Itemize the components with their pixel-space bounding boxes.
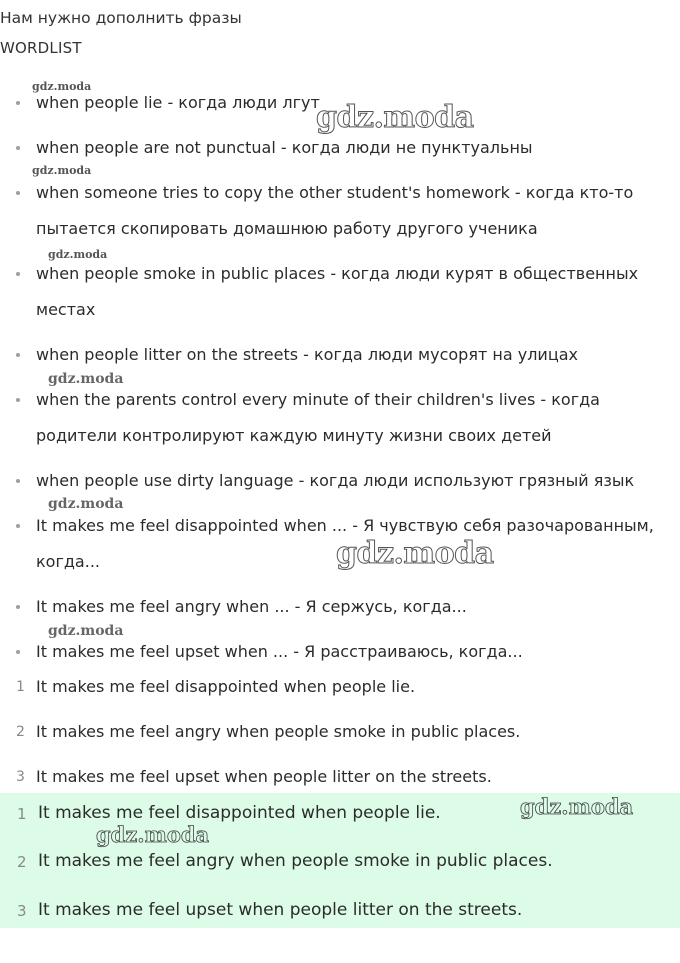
list-item-text: когда... bbox=[36, 552, 100, 571]
item-number: 3 bbox=[16, 769, 25, 785]
watermark: gdz.moda bbox=[336, 536, 494, 571]
numbered-item-text: It makes me feel disappointed when people lie. bbox=[36, 677, 416, 696]
list-item bbox=[36, 463, 666, 499]
answer-number: 3 bbox=[17, 902, 27, 920]
bullet-icon bbox=[16, 479, 20, 483]
list-item-text: It makes me feel angry when ... - Я сержусь, когда... bbox=[36, 597, 467, 616]
list-item-text: It makes me feel disappointed when ... - Я чувствую себя разочарованным, bbox=[36, 516, 654, 535]
bullet-icon bbox=[16, 524, 20, 528]
answer-number: 1 bbox=[17, 805, 27, 823]
watermark: gdz.moda bbox=[520, 794, 634, 819]
wordlist-label: WORDLIST bbox=[0, 39, 82, 57]
list-item bbox=[36, 382, 666, 454]
item-number: 1 bbox=[16, 679, 25, 695]
bullet-icon bbox=[16, 398, 20, 402]
answer-text: It makes me feel upset when people litter on the streets. bbox=[38, 900, 523, 920]
answer-text: It makes me feel disappointed when people lie. bbox=[38, 803, 441, 823]
list-item-text: местах bbox=[36, 300, 96, 319]
watermark: gdz.moda bbox=[316, 100, 474, 135]
numbered-item bbox=[16, 759, 666, 795]
bullet-icon bbox=[16, 605, 20, 609]
bullet-icon bbox=[16, 191, 20, 195]
watermark: gdz.moda bbox=[48, 623, 124, 639]
list-item-text: when people lie - когда люди лгут bbox=[36, 93, 320, 112]
bullet-icon bbox=[16, 353, 20, 357]
list-item-text: родители контролируют каждую минуту жизни своих детей bbox=[36, 426, 552, 445]
bullet-icon bbox=[16, 650, 20, 654]
list-item-text: пытается скопировать домашнюю работу другого ученика bbox=[36, 219, 538, 238]
watermark: gdz.moda bbox=[96, 822, 210, 847]
answer-item bbox=[17, 849, 553, 873]
list-item-text: when people smoke in public places - когда люди курят в общественных bbox=[36, 264, 639, 283]
numbered-item-text: It makes me feel upset when people litter on the streets. bbox=[36, 767, 492, 786]
numbered-item-text: It makes me feel angry when people smoke in public places. bbox=[36, 722, 521, 741]
numbered-item bbox=[16, 714, 666, 750]
answer-number: 2 bbox=[17, 853, 27, 871]
list-item-text: when the parents control every minute of their children's lives - когда bbox=[36, 390, 600, 409]
list-item bbox=[36, 634, 666, 670]
bullet-icon bbox=[16, 272, 20, 276]
watermark: gdz.moda bbox=[48, 371, 124, 387]
answer-item bbox=[17, 898, 523, 922]
numbered-item bbox=[16, 669, 666, 705]
list-item bbox=[36, 589, 666, 625]
list-item bbox=[36, 175, 666, 247]
watermark: gdz.moda bbox=[48, 248, 108, 261]
watermark: gdz.moda bbox=[48, 496, 124, 512]
list-item-text: when people litter on the streets - когда люди мусорят на улицах bbox=[36, 345, 578, 364]
list-item bbox=[36, 256, 666, 328]
list-item bbox=[36, 337, 666, 373]
page-title: Нам нужно дополнить фразы bbox=[0, 9, 242, 27]
bullet-icon bbox=[16, 146, 20, 150]
list-item-text: when someone tries to copy the other student's homework - когда кто-то bbox=[36, 183, 634, 202]
list-item-text: when people use dirty language - когда люди используют грязный язык bbox=[36, 471, 635, 490]
watermark: gdz.moda bbox=[32, 164, 92, 177]
watermark: gdz.moda bbox=[32, 80, 92, 93]
item-number: 2 bbox=[16, 724, 25, 740]
bullet-icon bbox=[16, 101, 20, 105]
list-item bbox=[36, 130, 666, 166]
list-item-text: when people are not punctual - когда люди не пунктуальны bbox=[36, 138, 533, 157]
answer-text: It makes me feel angry when people smoke in public places. bbox=[38, 851, 553, 871]
list-item-text: It makes me feel upset when ... - Я расстраиваюсь, когда... bbox=[36, 642, 523, 661]
